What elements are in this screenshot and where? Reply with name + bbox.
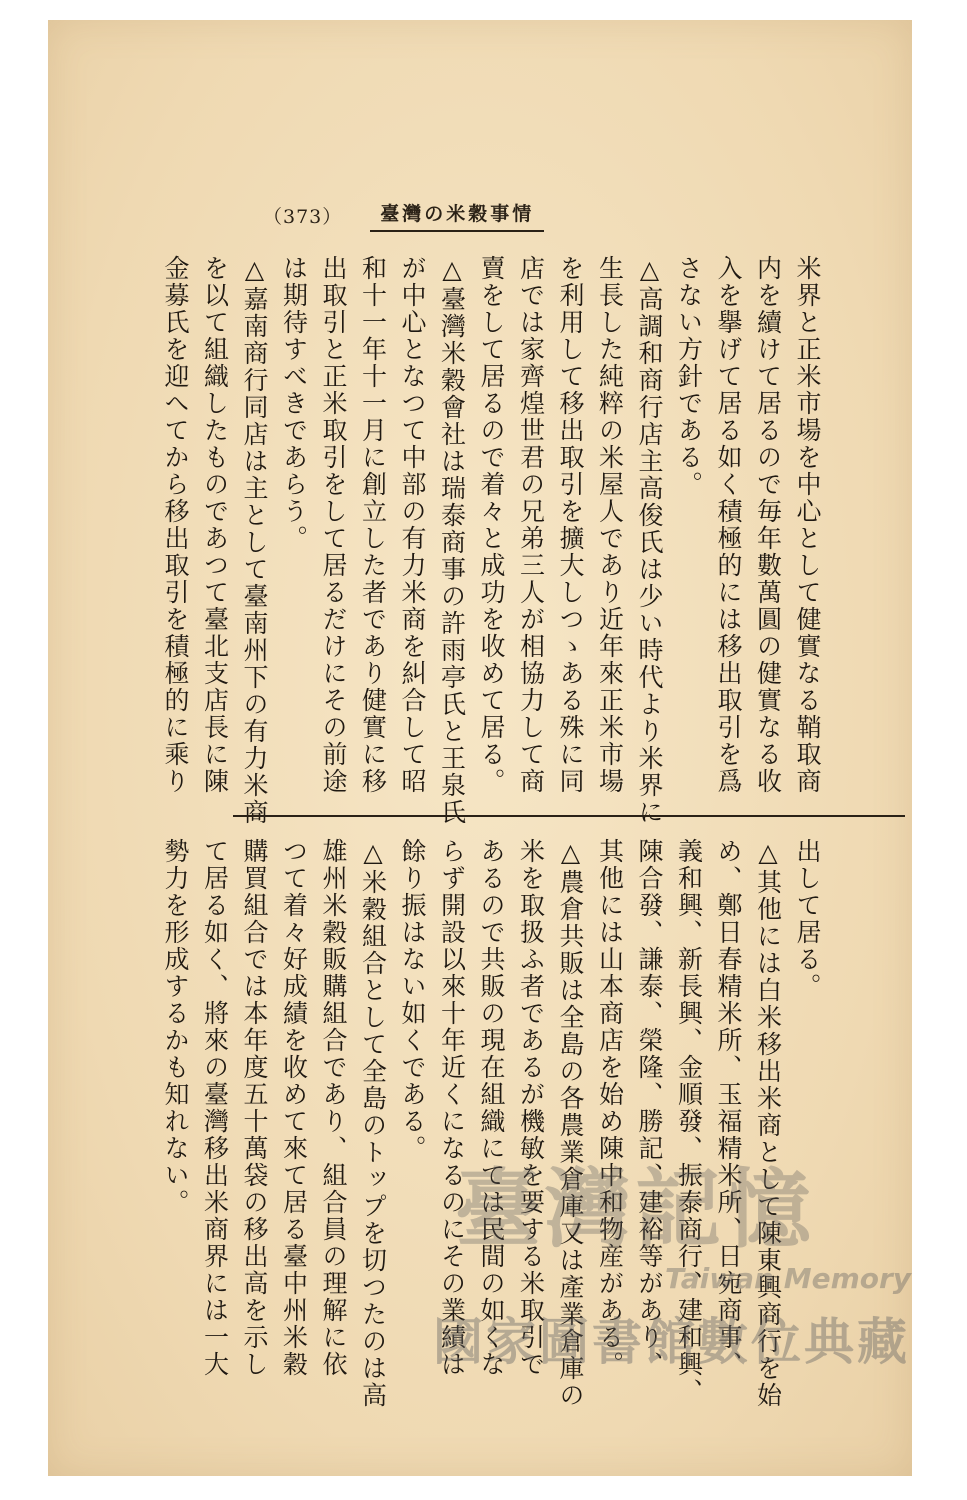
text-column: △嘉南商行同店は主として臺南州下の有力米商	[240, 255, 269, 826]
section-divider-line	[233, 815, 905, 817]
text-column: 餘り振はない如くである。	[398, 838, 427, 1162]
text-column: 米を取扱ふ者であるが機敏を要する米取引で	[516, 838, 546, 1378]
text-column: 出取引と正米取引をして居るだけにその前途	[319, 255, 348, 795]
text-column: て居る如く、將來の臺灣移出米商界には一大	[200, 838, 230, 1378]
text-column: △米穀組合として全島のトップを切つたのは高	[358, 838, 388, 1409]
text-column: らず開設以來十年近くになるのにその業績は	[437, 838, 467, 1378]
text-column: 入を擧げて居る如く積極的には移出取引を爲	[714, 255, 743, 795]
text-column: 店では家齊煌世君の兄弟三人が相協力して商	[516, 255, 546, 795]
text-column: 賣をして居るので着々と成功を收めて居る。	[477, 255, 506, 795]
text-column: は期待すべきであらう。	[279, 255, 309, 552]
text-column: △高調和商行店主高俊氏は少い時代より米界に	[635, 255, 664, 826]
text-column: あるので共販の現在組織にては民間の如くな	[477, 838, 506, 1378]
text-column: を以て組織したものであつて臺北支店長に陳	[200, 255, 230, 795]
text-column: 雄州米穀販購組合であり、組合員の理解に依	[319, 838, 348, 1378]
text-column: △其他には白米移出米商として陳東興商行を始	[753, 838, 783, 1409]
text-column: 購買組合では本年度五十萬袋の移出高を示し	[240, 838, 269, 1378]
scanned-book-page	[48, 20, 912, 1476]
text-column: 勢力を形成するかも知れない。	[161, 838, 190, 1216]
text-column: め、鄭日春精米所、玉福精米所、日宛商事、	[714, 838, 743, 1378]
page-header	[263, 200, 544, 230]
text-column: 生長した純粹の米屋人であり近年來正米市場	[595, 255, 625, 795]
watermark-logo: 臺灣記憶	[455, 1160, 815, 1260]
text-column: 義和興、新長興、金順發、振泰商行、建和興、	[674, 838, 704, 1405]
text-column: を利用して移出取引を擴大しつゝある殊に同	[556, 255, 585, 795]
text-column: △臺灣米穀會社は瑞泰商事の許雨亭氏と王泉氏	[437, 255, 467, 826]
text-column: さない方針である。	[674, 255, 704, 498]
watermark-chinese-text: 國家圖書館數位典藏	[433, 1313, 910, 1371]
bottom-text-section	[156, 838, 828, 1438]
page-number: （373）	[263, 205, 343, 228]
text-column: △農倉共販は全島の各農業倉庫又は產業倉庫の	[556, 838, 585, 1409]
text-column: 和十一年十一月に創立した者であり健實に移	[358, 255, 388, 795]
watermark-english-text: Taiwan Memory	[665, 1262, 912, 1295]
running-title: 臺灣の米穀事情	[370, 199, 544, 232]
text-column: 金募氏を迎へてから移出取引を積極的に乘り	[161, 255, 190, 795]
text-column: つて着々好成績を收めて來て居る臺中州米穀	[279, 838, 309, 1378]
text-column: 陳合發、謙泰、榮隆、勝記、建裕等があり、	[635, 838, 664, 1378]
text-column: 出して居る。	[793, 838, 822, 1000]
text-column: が中心となつて中部の有力米商を糾合して昭	[398, 255, 427, 795]
text-column: 内を續けて居るので毎年數萬圓の健實なる收	[753, 255, 783, 795]
text-column: 其他には山本商店を始め陳中和物産がある。	[595, 838, 625, 1378]
text-column: 米界と正米市場を中心として健實なる鞘取商	[793, 255, 822, 795]
top-text-section	[156, 255, 828, 826]
